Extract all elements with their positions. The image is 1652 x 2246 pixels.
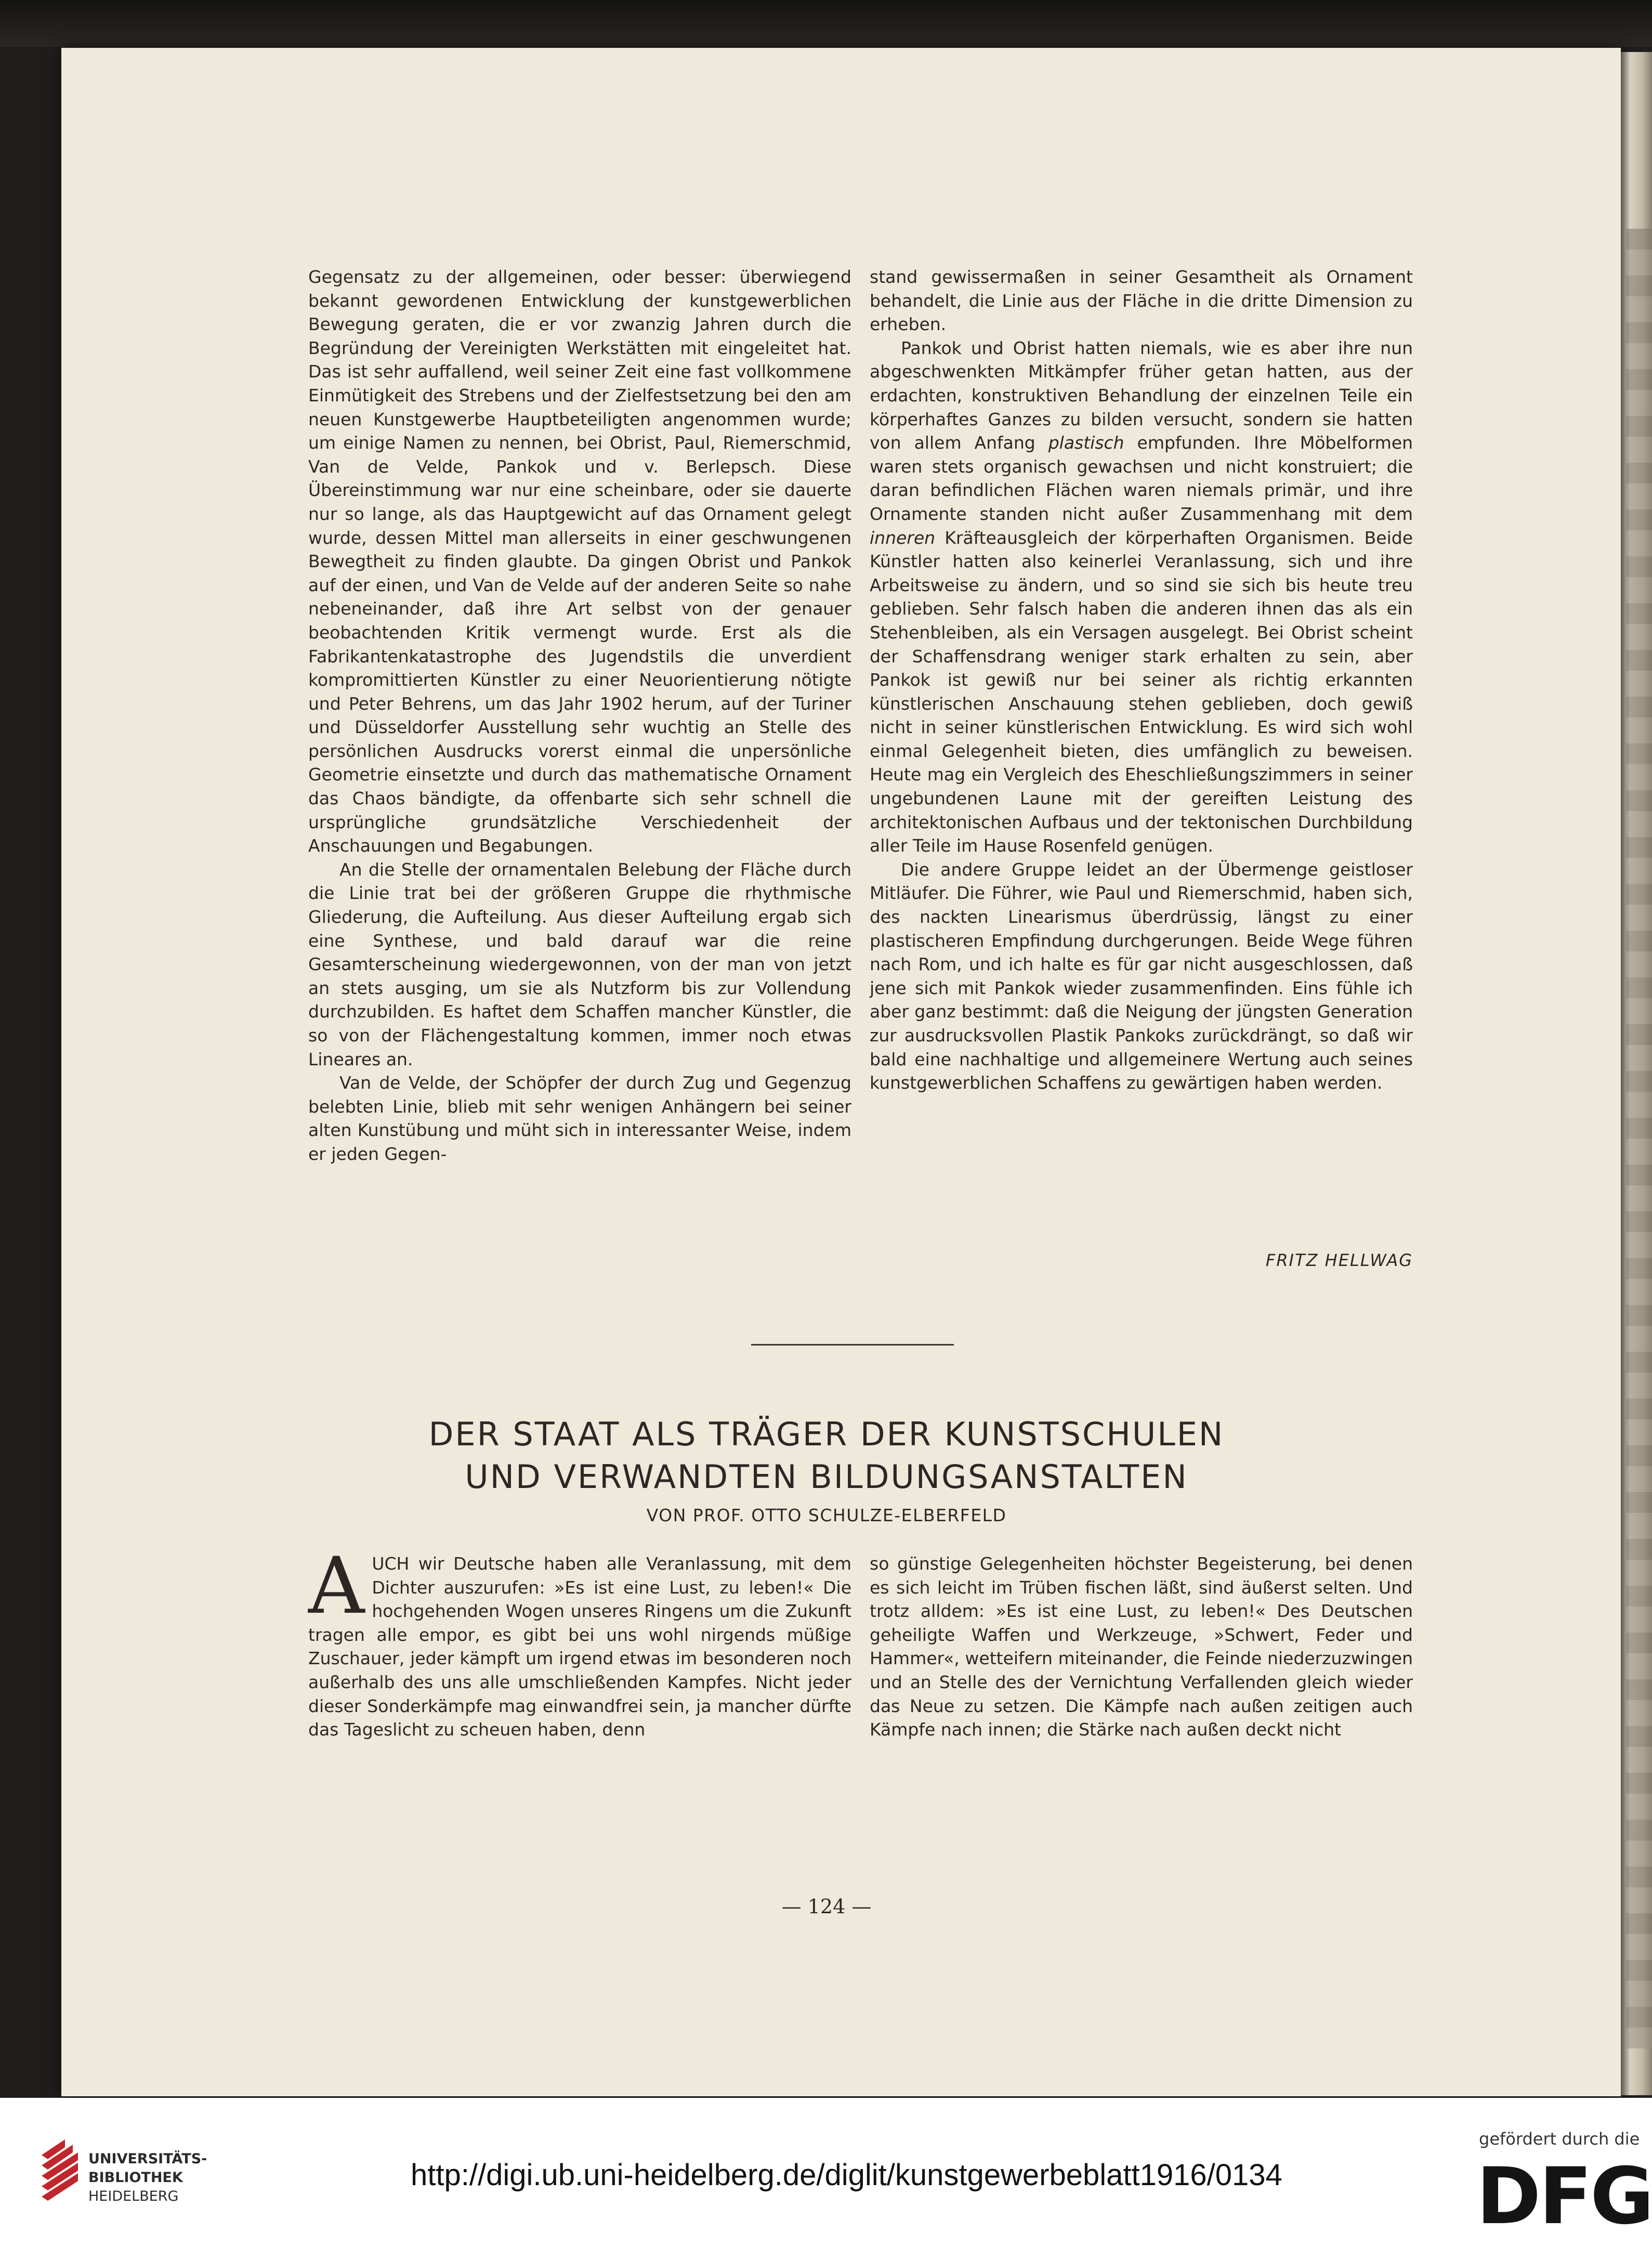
article-byline: VON PROF. OTTO SCHULZE-ELBERFELD [646,1505,1007,1525]
library-line: HEIDELBERG [88,2188,179,2204]
article1-left-column [308,265,851,1166]
section-divider [751,1344,954,1346]
emphasis-text: inneren [870,527,936,548]
text-run: Kräfteausgleich der körperhaften Organismen. Beide Künstler hatten also keinerlei Veranlassung, sich und ihre Arbeitsweise zu ändern, und so sind sie sich bis heute treu geblieben. Sehr falsch haben die anderen ihnen das als ein Stehenbleiben, als ein Versagen ausgelegt. Bei Obrist scheint der Schaffensdrang weniger stark erhalten zu sein, aber Pankok ist gewiß nur bei seiner als richtig erkannten künstlerischen Anschauung stehen geblieben, doch gewiß nicht in seiner künstlerischen Entwicklung. Es wird sich wohl einmal Gelegenheit bieten, dies umfänglich zu beweisen. Heute mag ein Vergleich des Eheschließungszimmers in seiner ungebundenen Laune mit der gereiften Leistung des architektonischen Aufbaus und der tektonischen Durchbildung aller Teile im Hause Rosenfeld genügen. [870,527,1413,856]
article2-paragraph: so günstige Gelegenheiten höchster Begeisterung, bei denen es sich leicht im Trüben fischen läßt, sind äußerst selten. Und trotz alldem: »Es ist eine Lust, zu leben!« Des Deutschen geheiligte Waffen und Werkzeuge, »Schwert, Feder und Hammer«, wetteifern miteinander, die Feinde niederzuzwingen und an Stelle des der Vernichtung Verfallenden gleich wieder das Neue zu setzen. Die Kämpfe nach außen zeitigen auch Kämpfe nach innen; die Stärke nach außen deckt nicht [870,1553,1413,1740]
page-number: — 124 — [781,1895,872,1918]
article1-paragraph: Van de Velde, der Schöpfer der durch Zug und Gegenzug belebten Linie, blieb mit sehr wenigen Anhängern bei seiner alten Kunstübung und müht sich in interessanter Weise, indem er jeden Gegen- [308,1073,851,1164]
article1-paragraph [870,336,1413,858]
article2-left-column [308,1541,851,1742]
text-run: empfunden. Ihre Möbelformen waren stets organisch gewachsen und nicht konstruiert; die daran befindlichen Flächen waren niemals primär, und ihre Ornamente standen nicht außer Zusammenhang mit dem [870,433,1413,524]
article1-paragraph: Die andere Gruppe leidet an der Übermenge geistloser Mitläufer. Die Führer, wie Paul und Riemerschmid, haben sich, des nackten Linearismus überdrüssig, längst zu einer plastischeren Empfindung durchgerungen. Beide Wege führen nach Rom, und ich halte es für gar nicht ausgeschlossen, daß jene sich mit Pankok wieder zusammenfinden. Eins fühle ich aber ganz bestimmt: daß die Neigung der jüngsten Generation zur ausdrucksvollen Plastik Pankoks zurückdrängt, so daß wir bald eine nachhaltige und allgemeinere Wertung auch seines kunstgewerblichen Schaffens zu gewärtigen haben werden. [870,859,1413,1093]
viewer-footer [0,2098,1652,2246]
article1-right-column [870,265,1413,1095]
article1-paragraph: An die Stelle der ornamentalen Belebung der Fläche durch die Linie trat bei der größeren Gruppe die rhythmische Gliederung, die Aufteilung. Aus dieser Aufteilung ergab sich eine Synthese, und bald darauf war die reine Gesamterscheinung wiedergewonnen, von der man von jetzt an stets ausging, um sie als Nutzform bis zur Vollendung durchzubilden. Es haftet dem Schaffen mancher Künstler, die so von der Flächengestaltung kommen, immer noch etwas Lineares an. [308,859,851,1069]
drop-cap: A [308,1541,365,1631]
scan-background [0,0,1652,47]
article1-paragraph: Gegensatz zu der allgemeinen, oder besser: überwiegend bekannt gewordenen Entwicklung der kunstgewerblichen Bewegung geraten, die er vor zwanzig Jahren durch die Begründung der Vereinigten Werkstätten mit eingeleitet hat. Das ist sehr auffallend, weil seiner Zeit eine fast vollkommene Einmütigkeit des Strebens und der Zielfestsetzung bei den am neuen Kunstgewerbe Hauptbeteiligten angenommen wurde; um einige Namen zu nennen, bei Obrist, Paul, Riemerschmid, Van de Velde, Pankok und v. Berlepsch. Diese Übereinstimmung war nur eine scheinbare, oder sie dauerte nur so lange, als das Hauptgewicht auf das Ornament gelegt wurde, dessen Mittel man allerseits in einer geschwungenen Bewegtheit zu finden glaubte. Da gingen Obrist und Pankok auf der einen, und Van de Velde auf der anderen Seite so nahe nebeneinander, daß ihre Art selbst von der genauer beobachtenden Kritik vermengt wurde. Erst als die Fabrikantenkatastrophe des Jugendstils die unverdient kompromittierten Künstler zu einer Neuorientierung nötigte und Peter Behrens, um das Jahr 1902 herum, auf der Turiner und Düsseldorfer Ausstellung sehr wuchtig an Stelle des persönlichen Ausdrucks vorerst einmal die unpersönliche Geometrie einsetzte und durch das mathematische Ornament das Chaos bändigte, da offenbarte sich sehr schnell die ursprüngliche grundsätzliche Verschiedenheit der Anschauungen und Begabungen. [308,267,851,856]
title-line: DER STAAT ALS TRÄGER DER KUNSTSCHULEN [428,1415,1225,1453]
text-run: Pankok und Obrist hatten niemals, wie es aber ihre nun abgeschwenkten Mitkämpfer früher getan hatten, aus der erdachten, konstruktiven Behandlung der einzelnen Teile ein körperhaftes Ganzes zu bilden versucht, sondern sie hatten von allem Anfang [870,337,1413,453]
article1-paragraph: stand gewissermaßen in seiner Gesamtheit als Ornament behandelt, die Linie aus der Fläche in die dritte Dimension zu erheben. [870,267,1413,335]
library-line: BIBLIOTHEK [88,2170,183,2186]
funding-caption: gefördert durch die [1479,2129,1640,2149]
permalink-url[interactable]: http://digi.ub.uni-heidelberg.de/diglit/kunstgewerbeblatt1916/0134 [411,2158,1282,2192]
article2-paragraph [308,1541,851,1742]
next-page-plate [1626,229,1652,2048]
title-line: UND VERWANDTEN BILDUNGSANSTALTEN [465,1458,1188,1496]
article2-right-column [870,1552,1413,1742]
text-run: UCH wir Deutsche haben alle Veranlassung, mit dem Dichter auszurufen: »Es ist eine Lust, zu leben!« Die hochgehenden Wogen unseres Ringens um die Zukunft tragen alle empor, es gibt bei uns wohl nirgends müßige Zuschauer, jeder kämpft um irgend etwas im besonderen noch außerhalb des uns alle umschließenden Kampfes. Nicht jeder dieser Sonderkämpfe mag einwandfrei sein, ja mancher dürfte das Tageslicht zu scheuen haben, denn [308,1553,851,1740]
library-line: UNIVERSITÄTS- [88,2151,207,2167]
author-signature: FRITZ HELLWAG [1265,1250,1413,1270]
article-title [250,1413,1404,1498]
university-library-logo-icon [36,2134,83,2212]
emphasis-text: plastisch [1048,433,1124,453]
dfg-logo[interactable]: DFG [1476,2151,1652,2242]
university-library-name[interactable] [88,2150,207,2206]
